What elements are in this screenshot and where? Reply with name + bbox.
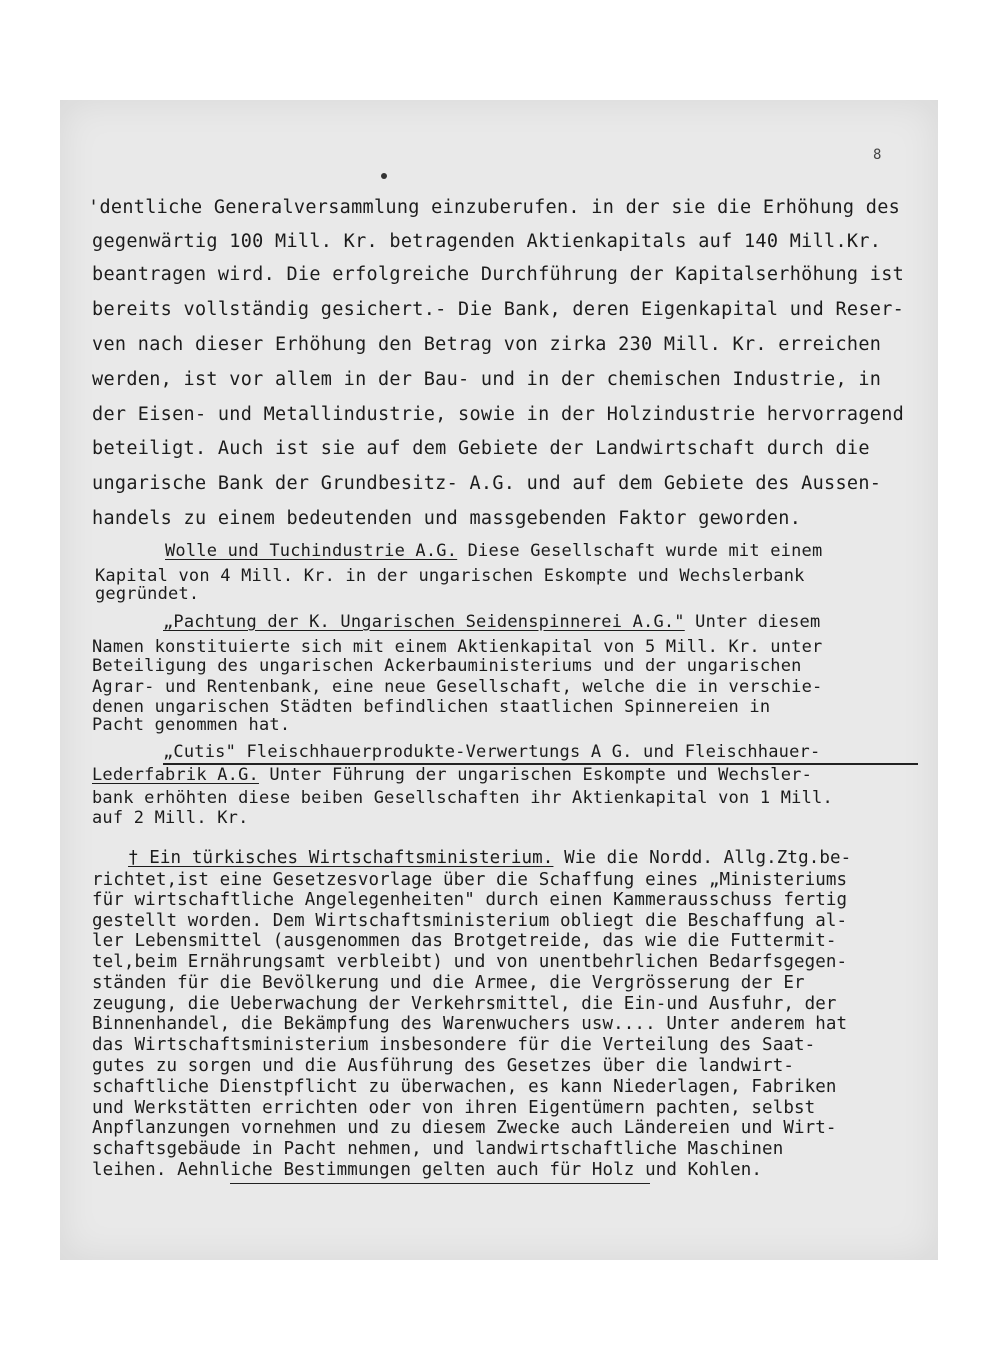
text-line: richtet,ist eine Gesetzesvorlage über die Schaffung eines „Ministeriums (92, 870, 848, 890)
text-line: 'dentliche Generalversammlung einzuberufen. in der sie die Erhöhung des (88, 197, 901, 218)
section-heading: „Cutis" Fleischhauerprodukte-Verwertungs A G. und Fleischhauer- (163, 742, 821, 762)
text-line (163, 612, 820, 632)
text-line: Kapital von 4 Mill. Kr. in der ungarischen Eskompte und Wechslerbank (95, 566, 805, 586)
page-number: 8 (873, 147, 882, 163)
text-line: bank erhöhten diese beiben Gesellschaften ihr Aktienkapital von 1 Mill. (92, 788, 833, 808)
text-line (92, 765, 812, 785)
section-heading: „Pachtung der K. Ungarischen Seidenspinnerei A.G." (163, 612, 685, 632)
section-heading: Lederfabrik A.G. (92, 765, 259, 785)
text-line: gegründet. (95, 584, 200, 604)
text-line: schaftsgebäude in Pacht nehmen, und landwirtschaftliche Maschinen (92, 1139, 784, 1159)
text-line: leihen. Aehnliche Bestimmungen gelten auch für Holz und Kohlen. (92, 1160, 763, 1180)
text-line: beteiligt. Auch ist sie auf dem Gebiete der Landwirtschaft durch die (92, 438, 870, 459)
text-line (165, 541, 822, 561)
section-heading: † Ein türkisches Wirtschaftsministerium. (128, 848, 554, 868)
text-line: handels zu einem bedeutenden und massgebenden Faktor geworden. (92, 508, 802, 529)
text-line: Binnenhandel, die Bekämpfung des Warenwuchers usw.... Unter anderem hat (92, 1014, 848, 1034)
text-span: Wie die Nordd. Allg.Ztg.be- (553, 848, 852, 868)
strike-line (230, 1183, 650, 1184)
text-line: gestellt worden. Dem Wirtschaftsministerium obliegt die Beschaffung al- (92, 911, 848, 931)
text-line: Pacht genommen hat. (92, 715, 291, 735)
text-line: der Eisen- und Metallindustrie, sowie in der Holzindustrie hervorragend (92, 404, 905, 425)
text-line: schaftliche Dienstpflicht zu überwachen, es kann Niederlagen, Fabriken (92, 1077, 837, 1097)
text-line: tel,beim Ernährungsamt verbleibt) und von unentbehrlichen Bedarfsgegen- (92, 952, 848, 972)
text-line: denen ungarischen Städten befindlichen staatlichen Spinnereien in (92, 697, 771, 717)
text-line: werden, ist vor allem in der Bau- und in der chemischen Industrie, in (92, 369, 882, 390)
text-line (128, 848, 851, 868)
text-line: gutes zu sorgen und die Ausführung des Gesetzes über die landwirt- (92, 1056, 794, 1076)
text-line: und Werkstätten errichten oder von ihren Eigentümern pachten, selbst (92, 1098, 816, 1118)
ink-dot (381, 173, 387, 179)
text-line: bereits vollständig gesichert.- Die Bank, deren Eigenkapital und Reser- (92, 299, 905, 320)
text-line: gegenwärtig 100 Mill. Kr. betragenden Aktienkapitals auf 140 Mill.Kr. (92, 231, 882, 252)
text-line: ständen für die Bevölkerung und die Armee, die Vergrösserung der Er (92, 973, 805, 993)
text-line: ungarische Bank der Grundbesitz- A.G. und auf dem Gebiete des Aussen- (92, 473, 882, 494)
text-line: Anpflanzungen vornehmen und zu diesem Zwecke auch Ländereien und Wirt- (92, 1118, 837, 1138)
text-line: auf 2 Mill. Kr. (92, 808, 249, 828)
text-span: Unter diesem (684, 612, 821, 632)
text-line: für wirtschaftliche Angelegenheiten" durch einen Kammerausschuss fertig (92, 890, 848, 910)
text-line: ler Lebensmittel (ausgenommen das Brotgetreide, das wie die Futtermit- (92, 931, 837, 951)
text-line: zeugung, die Ueberwachung der Verkehrsmittel, die Ein-und Ausfuhr, der (92, 994, 837, 1014)
text-span: Unter Führung der ungarischen Eskompte und Wechsler- (258, 765, 813, 785)
text-line: Agrar- und Rentenbank, eine neue Gesellschaft, welche die in verschie- (92, 677, 823, 697)
text-line: Namen konstituierte sich mit einem Aktienkapital von 5 Mill. Kr. unter (92, 637, 823, 657)
text-line: das Wirtschaftsministerium insbesondere für die Verteilung des Saat- (92, 1035, 816, 1055)
text-line: Beteiligung des ungarischen Ackerbauministeriums und der ungarischen (92, 656, 802, 676)
text-line: ven nach dieser Erhöhung den Betrag von zirka 230 Mill. Kr. erreichen (92, 334, 882, 355)
section-heading: Wolle und Tuchindustrie A.G. (165, 541, 458, 561)
text-span: Diese Gesellschaft wurde mit einem (457, 541, 823, 561)
text-line: beantragen wird. Die erfolgreiche Durchführung der Kapitalserhöhung ist (92, 264, 905, 285)
